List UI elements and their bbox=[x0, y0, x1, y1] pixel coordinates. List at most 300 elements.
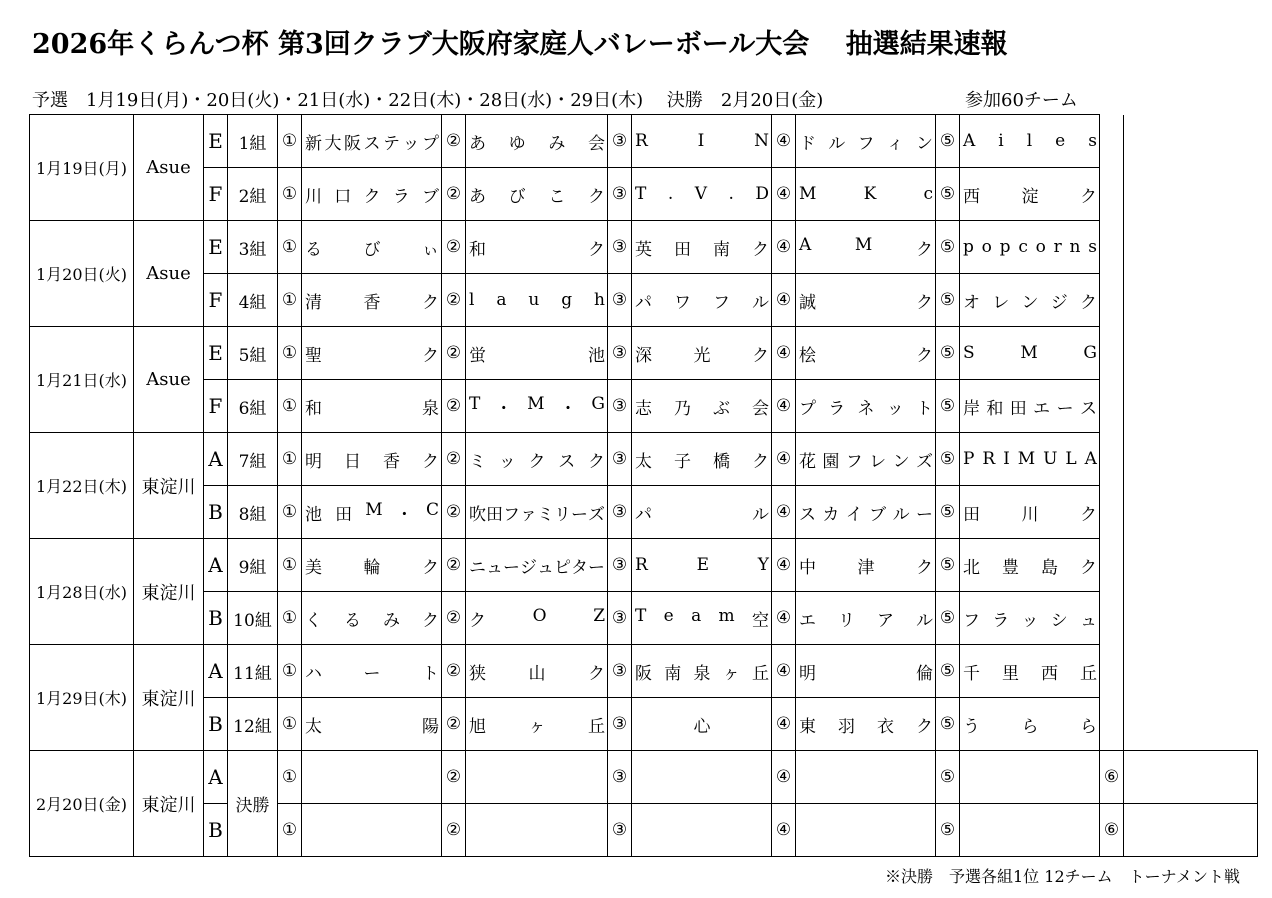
team-name: 心 bbox=[693, 716, 711, 737]
team-name bbox=[963, 712, 1097, 737]
draw-number: ③ bbox=[608, 115, 632, 168]
team-name-char: ピ bbox=[554, 557, 571, 578]
team-name-char: ク bbox=[916, 557, 933, 578]
group-number: 1組 bbox=[228, 115, 278, 168]
team-name-char: i bbox=[998, 131, 1004, 151]
team-cell bbox=[960, 168, 1100, 221]
team-name-char: K bbox=[863, 184, 877, 204]
team-name-char: l bbox=[1026, 131, 1033, 151]
team-name-char: 吹 bbox=[469, 504, 486, 525]
team-name-char: 光 bbox=[693, 345, 711, 366]
team-cell bbox=[302, 274, 442, 327]
team-name bbox=[305, 500, 439, 525]
match-date: 1月29日(木) bbox=[30, 645, 134, 751]
team-name-char: ク bbox=[587, 186, 605, 207]
division: B bbox=[204, 698, 228, 751]
team-name-char: ク bbox=[422, 345, 439, 366]
team-name-char: る bbox=[305, 239, 322, 260]
group-number: 5組 bbox=[228, 327, 278, 380]
team-cell bbox=[302, 698, 442, 751]
venue: Asue bbox=[134, 221, 204, 327]
team-name-char: く bbox=[305, 610, 322, 631]
team-name-char: m bbox=[718, 605, 735, 626]
team-cell bbox=[466, 274, 608, 327]
team-name bbox=[635, 341, 769, 366]
draw-number: ① bbox=[278, 751, 302, 804]
team-name-char: ク bbox=[1080, 504, 1097, 525]
team-name-char: 山 bbox=[528, 663, 546, 684]
team-name-char: ・ bbox=[495, 398, 513, 419]
team-name-char: ィ bbox=[886, 133, 904, 154]
team-name-char: あ bbox=[469, 133, 486, 154]
team-name bbox=[799, 447, 933, 472]
team-name-char: 香 bbox=[383, 451, 400, 472]
team-cell bbox=[1124, 804, 1258, 857]
draw-number: ③ bbox=[608, 486, 632, 539]
team-name-char: 倫 bbox=[916, 663, 933, 684]
empty-cell bbox=[1124, 221, 1258, 274]
draw-number: ① bbox=[278, 115, 302, 168]
team-cell bbox=[796, 380, 936, 433]
team-name-char: c bbox=[1018, 237, 1028, 257]
draw-number: ⑤ bbox=[936, 592, 960, 645]
team-name bbox=[963, 500, 1097, 525]
draw-number: ① bbox=[278, 486, 302, 539]
team-cell bbox=[466, 751, 608, 804]
team-name-char: 西 bbox=[1041, 663, 1058, 684]
draw-number: ⑤ bbox=[936, 327, 960, 380]
team-name-char: ・ bbox=[395, 504, 413, 525]
team-name bbox=[635, 288, 769, 313]
team-name-char: ブ bbox=[422, 186, 439, 207]
empty-cell bbox=[1124, 115, 1258, 168]
team-name-char: ヶ bbox=[528, 716, 546, 737]
team-name-char: ク bbox=[1080, 186, 1097, 207]
team-cell bbox=[302, 751, 442, 804]
team-name-char: 志 bbox=[635, 398, 652, 419]
group-number: 9組 bbox=[228, 539, 278, 592]
team-name-char: リ bbox=[554, 504, 571, 525]
team-name-char: 陽 bbox=[422, 716, 439, 737]
draw-number: ② bbox=[442, 645, 466, 698]
team-cell bbox=[302, 221, 442, 274]
draw-number: ④ bbox=[772, 327, 796, 380]
empty-cell bbox=[1100, 115, 1124, 168]
venue: Asue bbox=[134, 115, 204, 221]
team-name-char: 千 bbox=[963, 663, 980, 684]
team-name bbox=[799, 712, 933, 737]
match-date: 1月28日(水) bbox=[30, 539, 134, 645]
team-name bbox=[963, 553, 1097, 578]
team-name-char: e bbox=[663, 605, 674, 626]
team-name bbox=[799, 184, 933, 204]
team-name-char: ュ bbox=[486, 557, 503, 578]
team-name-char: ク bbox=[588, 451, 605, 472]
team-name-char: ク bbox=[469, 610, 486, 631]
team-name-char: ク bbox=[422, 292, 439, 313]
draw-results-table bbox=[29, 114, 1258, 857]
group-row bbox=[30, 645, 1258, 698]
team-name-char: 田 bbox=[674, 239, 691, 260]
team-cell bbox=[466, 698, 608, 751]
draw-number: ⑤ bbox=[936, 168, 960, 221]
team-name-char: ぶ bbox=[713, 398, 730, 419]
team-name-char: テ bbox=[383, 133, 400, 154]
group-number: 8組 bbox=[228, 486, 278, 539]
team-name-char: 園 bbox=[822, 451, 840, 472]
draw-number: ⑥ bbox=[1100, 804, 1124, 857]
team-name-char: ス bbox=[363, 133, 381, 154]
team-name-char: ラ bbox=[392, 186, 410, 207]
team-name-char: 太 bbox=[635, 451, 652, 472]
team-name-char: タ bbox=[571, 557, 588, 578]
draw-number: ③ bbox=[608, 433, 632, 486]
match-date: 1月21日(水) bbox=[30, 327, 134, 433]
match-date: 1月19日(月) bbox=[30, 115, 134, 221]
division: A bbox=[204, 751, 228, 804]
team-name-char: 口 bbox=[334, 186, 352, 207]
team-name bbox=[305, 235, 439, 260]
team-name-char: 田 bbox=[1009, 398, 1027, 419]
draw-number: ① bbox=[278, 327, 302, 380]
team-cell bbox=[466, 380, 608, 433]
team-name-char: g bbox=[561, 290, 573, 310]
team-name-char: こ bbox=[548, 186, 566, 207]
venue: 東淀川 bbox=[134, 645, 204, 751]
draw-number: ③ bbox=[608, 221, 632, 274]
venue: 東淀川 bbox=[134, 539, 204, 645]
team-name-char: 大 bbox=[324, 133, 342, 154]
group-number: 2組 bbox=[228, 168, 278, 221]
empty-cell bbox=[1100, 486, 1124, 539]
group-row bbox=[30, 539, 1258, 592]
team-name-char: O bbox=[532, 605, 547, 626]
team-name-char: ゆ bbox=[508, 133, 526, 154]
team-name bbox=[305, 712, 439, 737]
draw-number: ⑤ bbox=[936, 380, 960, 433]
team-name-char: レ bbox=[992, 292, 1010, 313]
venue: Asue bbox=[134, 327, 204, 433]
team-name-char: 香 bbox=[363, 292, 381, 313]
group-number: 11組 bbox=[228, 645, 278, 698]
team-name bbox=[635, 447, 769, 472]
team-name-char: ス bbox=[558, 451, 576, 472]
team-name-char: . bbox=[728, 184, 734, 204]
team-name bbox=[305, 553, 439, 578]
team-name-char: 川 bbox=[1021, 504, 1039, 525]
team-name bbox=[799, 500, 933, 525]
team-name-char: o bbox=[981, 237, 992, 257]
team-name-char: u bbox=[528, 290, 540, 310]
team-name-char: E bbox=[696, 555, 709, 575]
team-name-char: l bbox=[469, 290, 475, 310]
team-name bbox=[469, 500, 605, 525]
team-name-char: r bbox=[1053, 237, 1062, 257]
team-name-char: V bbox=[694, 184, 707, 204]
draw-number: ④ bbox=[772, 539, 796, 592]
group-row bbox=[30, 274, 1258, 327]
team-name-char: 東 bbox=[799, 716, 816, 737]
team-cell bbox=[466, 592, 608, 645]
team-name bbox=[635, 659, 769, 684]
team-name-char: 花 bbox=[799, 451, 816, 472]
venue: 東淀川 bbox=[134, 751, 204, 857]
division: E bbox=[204, 327, 228, 380]
team-cell bbox=[302, 433, 442, 486]
division: A bbox=[204, 539, 228, 592]
draw-number: ⑤ bbox=[936, 698, 960, 751]
team-name bbox=[469, 659, 605, 684]
team-name-char: ク bbox=[422, 557, 439, 578]
team-name-char: ス bbox=[1079, 398, 1097, 419]
team-name-char: ン bbox=[916, 133, 933, 154]
draw-number: ① bbox=[278, 221, 302, 274]
team-name-char: G bbox=[591, 393, 605, 414]
team-cell bbox=[302, 380, 442, 433]
team-name-char: パ bbox=[635, 292, 652, 313]
participant-count: 参加60チーム bbox=[965, 90, 1078, 111]
team-name-char: 津 bbox=[857, 557, 875, 578]
draw-number: ③ bbox=[608, 751, 632, 804]
team-name-char: A bbox=[963, 131, 976, 151]
team-name bbox=[469, 235, 605, 260]
team-name bbox=[469, 394, 605, 419]
team-name-char: ク bbox=[363, 186, 381, 207]
team-cell bbox=[960, 115, 1100, 168]
team-name bbox=[305, 447, 439, 472]
team-cell bbox=[466, 645, 608, 698]
team-name-char: 誠 bbox=[799, 292, 816, 313]
team-name bbox=[799, 129, 933, 154]
team-name-char: 明 bbox=[799, 663, 816, 684]
team-name-char: D bbox=[755, 184, 769, 204]
team-name-char: ク bbox=[916, 716, 933, 737]
draw-number: ③ bbox=[608, 698, 632, 751]
draw-number: ⑤ bbox=[936, 115, 960, 168]
team-name-char: ク bbox=[752, 345, 769, 366]
team-name bbox=[799, 659, 933, 684]
team-cell bbox=[632, 539, 772, 592]
team-cell bbox=[632, 592, 772, 645]
team-cell bbox=[796, 221, 936, 274]
group-row bbox=[30, 433, 1258, 486]
team-name-char: a bbox=[496, 290, 507, 310]
team-cell bbox=[960, 274, 1100, 327]
team-cell bbox=[796, 115, 936, 168]
team-cell bbox=[632, 274, 772, 327]
team-name-char: ジ bbox=[1050, 292, 1068, 313]
team-cell bbox=[302, 804, 442, 857]
team-name-char: ネ bbox=[857, 398, 875, 419]
team-name-char: 深 bbox=[635, 345, 652, 366]
team-name bbox=[635, 500, 769, 525]
draw-number: ⑤ bbox=[936, 221, 960, 274]
team-name bbox=[799, 553, 933, 578]
team-name-char: ッ bbox=[402, 133, 420, 154]
group-number: 決勝 bbox=[228, 751, 278, 857]
team-name-char: 北 bbox=[963, 557, 980, 578]
draw-number: ③ bbox=[608, 380, 632, 433]
team-name-char: 豊 bbox=[1002, 557, 1019, 578]
team-cell bbox=[960, 380, 1100, 433]
team-name bbox=[305, 659, 439, 684]
team-name-char: 池 bbox=[305, 504, 322, 525]
team-name-char: 泉 bbox=[422, 398, 439, 419]
team-name-char: 和 bbox=[469, 239, 486, 260]
team-name-char: エ bbox=[799, 610, 816, 631]
team-name-char: s bbox=[1088, 131, 1097, 151]
draw-number: ① bbox=[278, 433, 302, 486]
team-name-char: 南 bbox=[664, 663, 682, 684]
team-name-char: ト bbox=[916, 398, 933, 419]
team-cell bbox=[960, 751, 1100, 804]
team-name-char: 田 bbox=[963, 504, 980, 525]
draw-number: ④ bbox=[772, 274, 796, 327]
team-name-char: レ bbox=[869, 451, 887, 472]
team-name-char: ク bbox=[915, 239, 933, 260]
team-name-char: ッ bbox=[886, 398, 904, 419]
team-cell bbox=[1124, 751, 1258, 804]
team-name bbox=[799, 394, 933, 419]
team-name-char: リ bbox=[838, 610, 855, 631]
team-name-char: ク bbox=[588, 663, 605, 684]
team-name bbox=[963, 449, 1097, 469]
team-name bbox=[963, 606, 1097, 631]
team-name-char: I bbox=[1003, 449, 1010, 469]
team-name bbox=[963, 182, 1097, 207]
team-cell bbox=[796, 486, 936, 539]
team-name-char: 美 bbox=[305, 557, 322, 578]
team-cell bbox=[632, 168, 772, 221]
team-name-char: 新 bbox=[305, 133, 322, 154]
team-name-char: び bbox=[363, 239, 381, 260]
team-name bbox=[469, 447, 605, 472]
team-name-char: 丘 bbox=[588, 716, 605, 737]
draw-number: ② bbox=[442, 115, 466, 168]
team-name-char: ク bbox=[916, 292, 933, 313]
team-name-char: う bbox=[963, 716, 980, 737]
team-name-char: ワ bbox=[674, 292, 691, 313]
draw-number: ② bbox=[442, 698, 466, 751]
team-name-char: 淀 bbox=[1021, 186, 1039, 207]
team-name-char: 乃 bbox=[674, 398, 691, 419]
team-name-char: G bbox=[1083, 343, 1097, 363]
empty-cell bbox=[1100, 168, 1124, 221]
team-name-char: ー bbox=[363, 663, 381, 684]
team-name-char: M bbox=[365, 499, 383, 520]
team-name-char: 羽 bbox=[838, 716, 855, 737]
team-name-char: 丘 bbox=[1080, 663, 1097, 684]
team-name-char: 池 bbox=[588, 345, 605, 366]
team-name-char: T bbox=[635, 184, 647, 204]
empty-cell bbox=[1100, 274, 1124, 327]
team-name-char: ン bbox=[1021, 292, 1039, 313]
team-cell bbox=[632, 804, 772, 857]
team-name bbox=[469, 290, 605, 310]
team-name-char: . bbox=[667, 184, 674, 204]
team-cell bbox=[466, 433, 608, 486]
team-name-char: Y bbox=[757, 555, 769, 575]
team-name bbox=[305, 129, 439, 154]
group-number: 12組 bbox=[228, 698, 278, 751]
team-cell bbox=[466, 221, 608, 274]
team-name-char: ぃ bbox=[422, 239, 439, 260]
draw-number: ③ bbox=[608, 645, 632, 698]
team-name-char: び bbox=[508, 186, 526, 207]
team-name-char: ラ bbox=[828, 398, 846, 419]
team-name-char: み bbox=[383, 610, 400, 631]
team-name-char: フ bbox=[857, 133, 875, 154]
team-name-char: 丘 bbox=[752, 663, 769, 684]
team-cell bbox=[796, 698, 936, 751]
team-name-char: 岸 bbox=[963, 398, 980, 419]
division: B bbox=[204, 486, 228, 539]
team-name-char: ク bbox=[916, 345, 933, 366]
team-name-char: M bbox=[799, 184, 817, 204]
empty-cell bbox=[1100, 433, 1124, 486]
draw-number: ⑤ bbox=[936, 645, 960, 698]
team-name-char: A bbox=[1084, 449, 1097, 469]
team-cell bbox=[466, 539, 608, 592]
team-name bbox=[963, 237, 1097, 257]
team-name bbox=[469, 606, 605, 631]
team-name-char: ブ bbox=[869, 504, 887, 525]
team-name-char: ズ bbox=[915, 451, 933, 472]
draw-number: ② bbox=[442, 486, 466, 539]
empty-cell bbox=[1100, 539, 1124, 592]
team-cell bbox=[632, 645, 772, 698]
draw-number: ② bbox=[442, 539, 466, 592]
empty-cell bbox=[1124, 698, 1258, 751]
team-name bbox=[469, 129, 605, 154]
team-name-char: e bbox=[1055, 131, 1066, 151]
empty-cell bbox=[1124, 592, 1258, 645]
draw-number: ⑤ bbox=[936, 433, 960, 486]
team-cell bbox=[796, 539, 936, 592]
empty-cell bbox=[1124, 486, 1258, 539]
team-name-char: 和 bbox=[305, 398, 322, 419]
team-name-char: ー bbox=[588, 557, 605, 578]
team-name-char: プ bbox=[799, 398, 816, 419]
team-name-char: S bbox=[963, 343, 975, 363]
draw-number: ③ bbox=[608, 327, 632, 380]
team-name-char: C bbox=[425, 499, 439, 520]
team-name-char: h bbox=[594, 290, 605, 310]
team-cell bbox=[960, 486, 1100, 539]
team-name-char: ニ bbox=[469, 557, 486, 578]
division: F bbox=[204, 274, 228, 327]
team-cell bbox=[466, 327, 608, 380]
team-name-char: c bbox=[923, 184, 933, 204]
team-name bbox=[635, 131, 769, 151]
draw-number: ② bbox=[442, 592, 466, 645]
team-cell bbox=[960, 539, 1100, 592]
team-name-char: R bbox=[635, 555, 648, 575]
group-number: 3組 bbox=[228, 221, 278, 274]
team-cell bbox=[796, 433, 936, 486]
team-name-char: P bbox=[963, 449, 975, 469]
empty-cell bbox=[1124, 168, 1258, 221]
team-name-char: s bbox=[1088, 237, 1097, 257]
team-name-char: ァ bbox=[520, 504, 537, 525]
division: A bbox=[204, 645, 228, 698]
team-name-char: 空 bbox=[751, 610, 769, 631]
final-row bbox=[30, 751, 1258, 804]
page-title: 2026年くらんつ杯 第3回クラブ大阪府家庭人バレーボール大会 抽選結果速報 bbox=[32, 29, 1008, 60]
division: B bbox=[204, 592, 228, 645]
empty-cell bbox=[1124, 539, 1258, 592]
team-name-char: 南 bbox=[713, 239, 730, 260]
